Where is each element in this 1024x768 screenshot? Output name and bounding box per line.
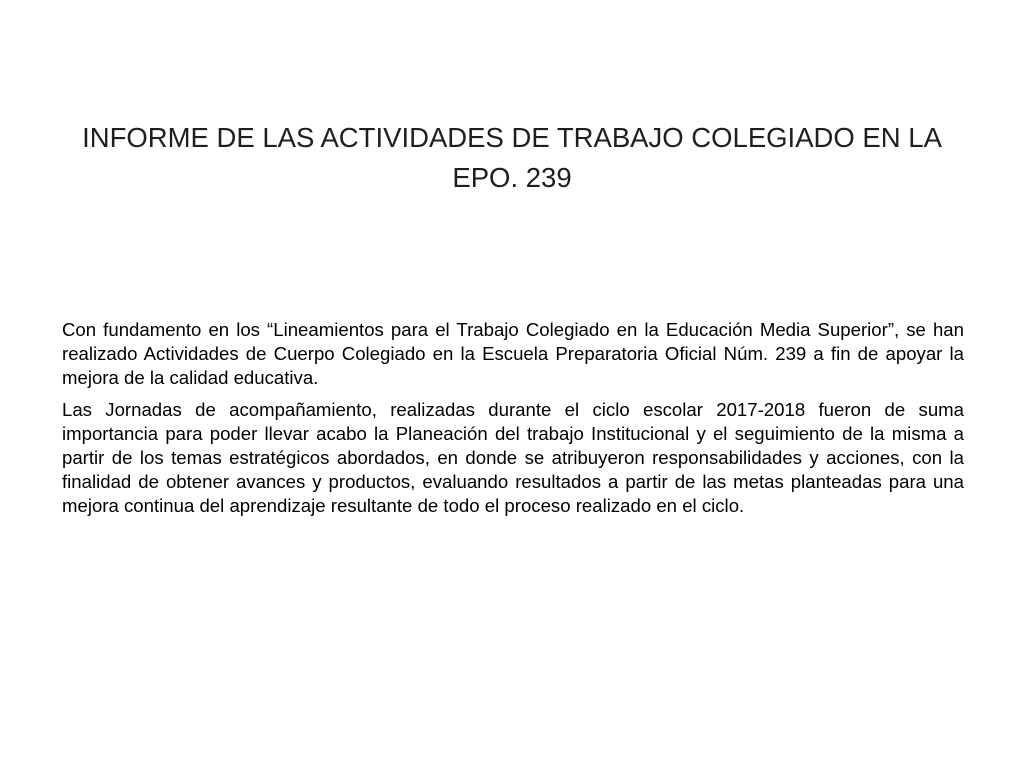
slide-title: INFORME DE LAS ACTIVIDADES DE TRABAJO COLEGIADO EN LA EPO. 239 [82, 122, 942, 193]
slide-body [62, 318, 964, 526]
body-paragraph: Con fundamento en los “Lineamientos para el Trabajo Colegiado en la Educación Media Superior”, se han realizado Actividades de Cuerpo Colegiado en la Escuela Preparatoria Oficial Núm. 239 a fin de apoyar la mejora de la calidad educativa. [62, 319, 964, 388]
body-paragraph: Las Jornadas de acompañamiento, realizadas durante el ciclo escolar 2017-2018 fueron de suma importancia para poder llevar acabo la Planeación del trabajo Institucional y el seguimiento de la misma a partir de los temas estratégicos abordados, en donde se atribuyeron responsabilidades y acciones, con la finalidad de obtener avances y productos, evaluando resultados a partir de las metas planteadas para una mejora continua del aprendizaje resultante de todo el proceso realizado en el ciclo. [62, 399, 964, 516]
